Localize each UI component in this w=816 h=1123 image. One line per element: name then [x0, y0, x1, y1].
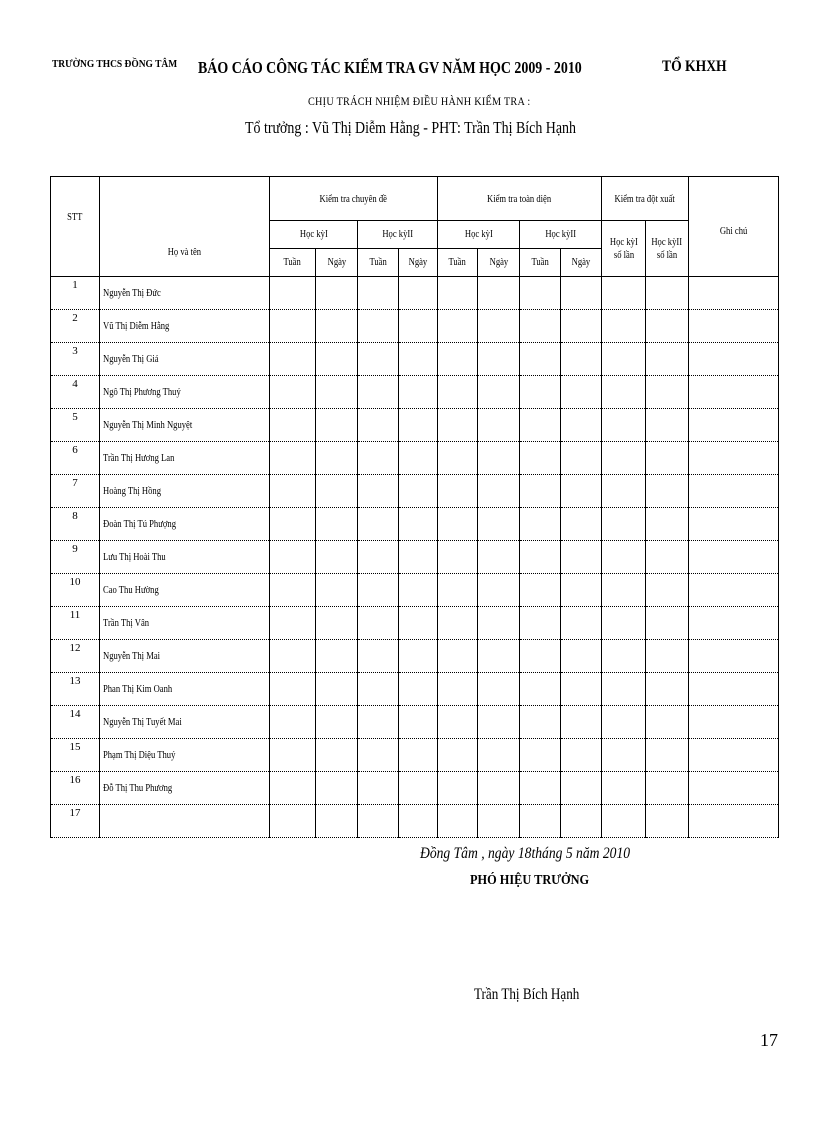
empty-cell — [478, 277, 520, 310]
row-stt: 2 — [51, 310, 100, 343]
empty-cell — [270, 673, 316, 706]
empty-cell — [478, 409, 520, 442]
empty-cell — [316, 376, 358, 409]
empty-cell — [602, 607, 646, 640]
empty-cell — [358, 541, 399, 574]
empty-cell — [270, 442, 316, 475]
empty-cell — [478, 673, 520, 706]
empty-cell — [399, 376, 438, 409]
header-dx-hk1: Học kỳI số lần — [602, 221, 646, 277]
empty-cell — [358, 640, 399, 673]
empty-cell — [602, 442, 646, 475]
empty-cell — [478, 607, 520, 640]
empty-cell — [399, 409, 438, 442]
table-row — [51, 475, 779, 508]
empty-cell — [478, 343, 520, 376]
empty-cell — [520, 310, 561, 343]
place-date: Đồng Tâm , ngày 18tháng 5 năm 2010 — [420, 845, 631, 862]
empty-cell — [316, 607, 358, 640]
empty-cell — [478, 739, 520, 772]
empty-cell — [689, 640, 779, 673]
empty-cell — [602, 277, 646, 310]
empty-cell — [646, 310, 689, 343]
empty-cell — [602, 409, 646, 442]
header-cd-hk2: Học kỳII — [358, 221, 438, 249]
empty-cell — [561, 772, 602, 805]
empty-cell — [316, 343, 358, 376]
empty-cell — [478, 574, 520, 607]
row-stt: 14 — [51, 706, 100, 739]
empty-cell — [399, 607, 438, 640]
row-stt: 7 — [51, 475, 100, 508]
report-subtitle: CHỊU TRÁCH NHIỆM ĐIỀU HÀNH KIỂM TRA : — [308, 94, 531, 108]
row-stt: 1 — [51, 277, 100, 310]
empty-cell — [478, 706, 520, 739]
empty-cell — [316, 277, 358, 310]
header-td-hk1: Học kỳI — [438, 221, 520, 249]
empty-cell — [520, 541, 561, 574]
empty-cell — [689, 772, 779, 805]
table-row — [51, 277, 779, 310]
empty-cell — [358, 739, 399, 772]
row-name: Ngô Thị Phương Thuý — [100, 376, 270, 409]
empty-cell — [646, 442, 689, 475]
empty-cell — [561, 310, 602, 343]
empty-cell — [316, 772, 358, 805]
row-name: Đỗ Thị Thu Phương — [100, 772, 270, 805]
empty-cell — [561, 475, 602, 508]
empty-cell — [399, 673, 438, 706]
row-stt: 10 — [51, 574, 100, 607]
empty-cell — [316, 574, 358, 607]
empty-cell — [358, 475, 399, 508]
empty-cell — [270, 310, 316, 343]
empty-cell — [689, 442, 779, 475]
table-row — [51, 409, 779, 442]
header-td-hk2: Học kỳII — [520, 221, 602, 249]
row-name: Hoàng Thị Hồng — [100, 475, 270, 508]
row-stt: 9 — [51, 541, 100, 574]
empty-cell — [561, 442, 602, 475]
empty-cell — [399, 310, 438, 343]
empty-cell — [646, 805, 689, 838]
empty-cell — [270, 739, 316, 772]
header-stt: STT — [51, 177, 100, 277]
empty-cell — [602, 574, 646, 607]
empty-cell — [689, 343, 779, 376]
empty-cell — [478, 805, 520, 838]
empty-cell — [602, 706, 646, 739]
empty-cell — [520, 739, 561, 772]
empty-cell — [646, 574, 689, 607]
empty-cell — [270, 805, 316, 838]
empty-cell — [358, 673, 399, 706]
page-number: 17 — [760, 1030, 778, 1050]
empty-cell — [358, 376, 399, 409]
header-tuan: Tuần — [270, 249, 316, 277]
empty-cell — [270, 640, 316, 673]
empty-cell — [270, 508, 316, 541]
empty-cell — [438, 607, 478, 640]
empty-cell — [478, 442, 520, 475]
header-cd-hk1: Học kỳI — [270, 221, 358, 249]
empty-cell — [358, 574, 399, 607]
inspection-table — [50, 176, 779, 838]
empty-cell — [358, 805, 399, 838]
row-stt: 12 — [51, 640, 100, 673]
school-name: TRƯỜNG THCS ĐỒNG TÂM — [52, 58, 178, 70]
empty-cell — [520, 508, 561, 541]
empty-cell — [316, 310, 358, 343]
row-stt: 11 — [51, 607, 100, 640]
empty-cell — [358, 607, 399, 640]
empty-cell — [399, 277, 438, 310]
row-name: Lưu Thị Hoài Thu — [100, 541, 270, 574]
row-name: Nguyễn Thị Tuyết Mai — [100, 706, 270, 739]
empty-cell — [646, 541, 689, 574]
empty-cell — [602, 376, 646, 409]
empty-cell — [561, 739, 602, 772]
row-name — [100, 805, 270, 838]
empty-cell — [646, 343, 689, 376]
empty-cell — [561, 640, 602, 673]
empty-cell — [438, 772, 478, 805]
table-row — [51, 574, 779, 607]
table-row — [51, 508, 779, 541]
table-row — [51, 772, 779, 805]
table-row — [51, 310, 779, 343]
header-name: Họ và tên — [100, 177, 270, 277]
empty-cell — [520, 343, 561, 376]
empty-cell — [520, 772, 561, 805]
row-name: Nguyễn Thị Giá — [100, 343, 270, 376]
empty-cell — [438, 343, 478, 376]
table-row — [51, 640, 779, 673]
row-stt: 6 — [51, 442, 100, 475]
empty-cell — [646, 376, 689, 409]
empty-cell — [689, 574, 779, 607]
row-stt: 4 — [51, 376, 100, 409]
empty-cell — [561, 343, 602, 376]
empty-cell — [646, 409, 689, 442]
header-dotxuat: Kiểm tra đột xuất — [602, 177, 689, 221]
empty-cell — [316, 409, 358, 442]
empty-cell — [602, 805, 646, 838]
empty-cell — [689, 409, 779, 442]
table-row — [51, 343, 779, 376]
row-name: Đoàn Thị Tú Phượng — [100, 508, 270, 541]
empty-cell — [270, 772, 316, 805]
empty-cell — [478, 475, 520, 508]
empty-cell — [520, 277, 561, 310]
empty-cell — [646, 673, 689, 706]
empty-cell — [399, 508, 438, 541]
empty-cell — [399, 442, 438, 475]
row-name: Nguyễn Thị Minh Nguyệt — [100, 409, 270, 442]
empty-cell — [646, 475, 689, 508]
empty-cell — [270, 343, 316, 376]
empty-cell — [689, 805, 779, 838]
empty-cell — [602, 541, 646, 574]
empty-cell — [316, 442, 358, 475]
empty-cell — [602, 310, 646, 343]
empty-cell — [438, 442, 478, 475]
empty-cell — [358, 277, 399, 310]
empty-cell — [316, 739, 358, 772]
empty-cell — [602, 772, 646, 805]
row-stt: 13 — [51, 673, 100, 706]
table-row — [51, 376, 779, 409]
header-ghichu: Ghi chú — [689, 177, 779, 277]
empty-cell — [520, 706, 561, 739]
empty-cell — [438, 673, 478, 706]
empty-cell — [270, 277, 316, 310]
empty-cell — [438, 376, 478, 409]
empty-cell — [399, 475, 438, 508]
empty-cell — [438, 409, 478, 442]
empty-cell — [358, 706, 399, 739]
empty-cell — [602, 673, 646, 706]
empty-cell — [689, 607, 779, 640]
empty-cell — [399, 640, 438, 673]
table-row — [51, 739, 779, 772]
empty-cell — [520, 574, 561, 607]
empty-cell — [689, 475, 779, 508]
empty-cell — [358, 772, 399, 805]
header-ngay: Ngày — [316, 249, 358, 277]
empty-cell — [646, 277, 689, 310]
empty-cell — [270, 376, 316, 409]
empty-cell — [561, 541, 602, 574]
empty-cell — [316, 706, 358, 739]
empty-cell — [602, 475, 646, 508]
header-dx-hk2: Học kỳII số lần — [646, 221, 689, 277]
empty-cell — [270, 475, 316, 508]
empty-cell — [399, 574, 438, 607]
empty-cell — [438, 706, 478, 739]
empty-cell — [520, 673, 561, 706]
row-stt: 15 — [51, 739, 100, 772]
empty-cell — [270, 574, 316, 607]
empty-cell — [399, 739, 438, 772]
empty-cell — [316, 640, 358, 673]
row-name: Trần Thị Hương Lan — [100, 442, 270, 475]
row-name: Phan Thị Kim Oanh — [100, 673, 270, 706]
empty-cell — [689, 706, 779, 739]
group-name: TỔ KHXH — [662, 58, 727, 75]
empty-cell — [399, 706, 438, 739]
header-tuan: Tuần — [438, 249, 478, 277]
empty-cell — [316, 541, 358, 574]
row-name: Trần Thị Vân — [100, 607, 270, 640]
empty-cell — [438, 541, 478, 574]
row-stt: 8 — [51, 508, 100, 541]
empty-cell — [358, 508, 399, 541]
empty-cell — [561, 376, 602, 409]
empty-cell — [520, 376, 561, 409]
empty-cell — [561, 574, 602, 607]
empty-cell — [561, 805, 602, 838]
table-row — [51, 706, 779, 739]
empty-cell — [602, 508, 646, 541]
header-toandien: Kiểm tra toàn diện — [438, 177, 602, 221]
empty-cell — [270, 706, 316, 739]
empty-cell — [438, 310, 478, 343]
header-chuyende: Kiểm tra chuyên đề — [270, 177, 438, 221]
table-row — [51, 805, 779, 838]
row-stt: 5 — [51, 409, 100, 442]
empty-cell — [399, 343, 438, 376]
empty-cell — [478, 541, 520, 574]
empty-cell — [438, 739, 478, 772]
signer-role: PHÓ HIỆU TRƯỞNG — [470, 873, 590, 888]
empty-cell — [689, 376, 779, 409]
empty-cell — [478, 772, 520, 805]
empty-cell — [689, 310, 779, 343]
empty-cell — [358, 310, 399, 343]
table-row — [51, 442, 779, 475]
empty-cell — [561, 409, 602, 442]
empty-cell — [602, 739, 646, 772]
table-row — [51, 541, 779, 574]
empty-cell — [316, 805, 358, 838]
table-body — [51, 277, 779, 838]
empty-cell — [478, 508, 520, 541]
empty-cell — [602, 640, 646, 673]
empty-cell — [561, 277, 602, 310]
empty-cell — [438, 475, 478, 508]
empty-cell — [689, 508, 779, 541]
empty-cell — [689, 673, 779, 706]
empty-cell — [520, 640, 561, 673]
empty-cell — [646, 706, 689, 739]
empty-cell — [520, 409, 561, 442]
row-stt: 16 — [51, 772, 100, 805]
empty-cell — [438, 640, 478, 673]
empty-cell — [478, 376, 520, 409]
empty-cell — [520, 442, 561, 475]
header-ngay: Ngày — [399, 249, 438, 277]
row-name: Nguyễn Thị Đức — [100, 277, 270, 310]
empty-cell — [358, 409, 399, 442]
empty-cell — [646, 607, 689, 640]
empty-cell — [646, 640, 689, 673]
empty-cell — [399, 805, 438, 838]
empty-cell — [399, 541, 438, 574]
empty-cell — [399, 772, 438, 805]
empty-cell — [316, 475, 358, 508]
empty-cell — [646, 508, 689, 541]
report-leaders: Tổ trưởng : Vũ Thị Diễm Hằng - PHT: Trần Thị Bích Hạnh — [245, 118, 576, 137]
empty-cell — [561, 673, 602, 706]
row-stt: 17 — [51, 805, 100, 838]
empty-cell — [316, 673, 358, 706]
empty-cell — [561, 706, 602, 739]
row-name: Phạm Thị Diệu Thuý — [100, 739, 270, 772]
row-stt: 3 — [51, 343, 100, 376]
empty-cell — [438, 277, 478, 310]
empty-cell — [270, 607, 316, 640]
table-row — [51, 673, 779, 706]
report-title: BÁO CÁO CÔNG TÁC KIỂM TRA GV NĂM HỌC 2009 - 2010 — [198, 58, 582, 77]
empty-cell — [520, 475, 561, 508]
empty-cell — [438, 508, 478, 541]
empty-cell — [270, 409, 316, 442]
empty-cell — [270, 541, 316, 574]
empty-cell — [689, 541, 779, 574]
row-name: Vũ Thị Diễm Hằng — [100, 310, 270, 343]
empty-cell — [358, 343, 399, 376]
header-ngay: Ngày — [561, 249, 602, 277]
empty-cell — [478, 640, 520, 673]
signer-name: Trần Thị Bích Hạnh — [474, 986, 580, 1003]
empty-cell — [646, 772, 689, 805]
empty-cell — [561, 607, 602, 640]
empty-cell — [646, 739, 689, 772]
empty-cell — [478, 310, 520, 343]
empty-cell — [520, 805, 561, 838]
table-row — [51, 607, 779, 640]
empty-cell — [438, 805, 478, 838]
empty-cell — [316, 508, 358, 541]
header-ngay: Ngày — [478, 249, 520, 277]
empty-cell — [689, 739, 779, 772]
empty-cell — [602, 343, 646, 376]
header-tuan: Tuần — [520, 249, 561, 277]
empty-cell — [520, 607, 561, 640]
empty-cell — [561, 508, 602, 541]
empty-cell — [438, 574, 478, 607]
empty-cell — [358, 442, 399, 475]
row-name: Nguyễn Thị Mai — [100, 640, 270, 673]
row-name: Cao Thu Hường — [100, 574, 270, 607]
header-tuan: Tuần — [358, 249, 399, 277]
empty-cell — [689, 277, 779, 310]
